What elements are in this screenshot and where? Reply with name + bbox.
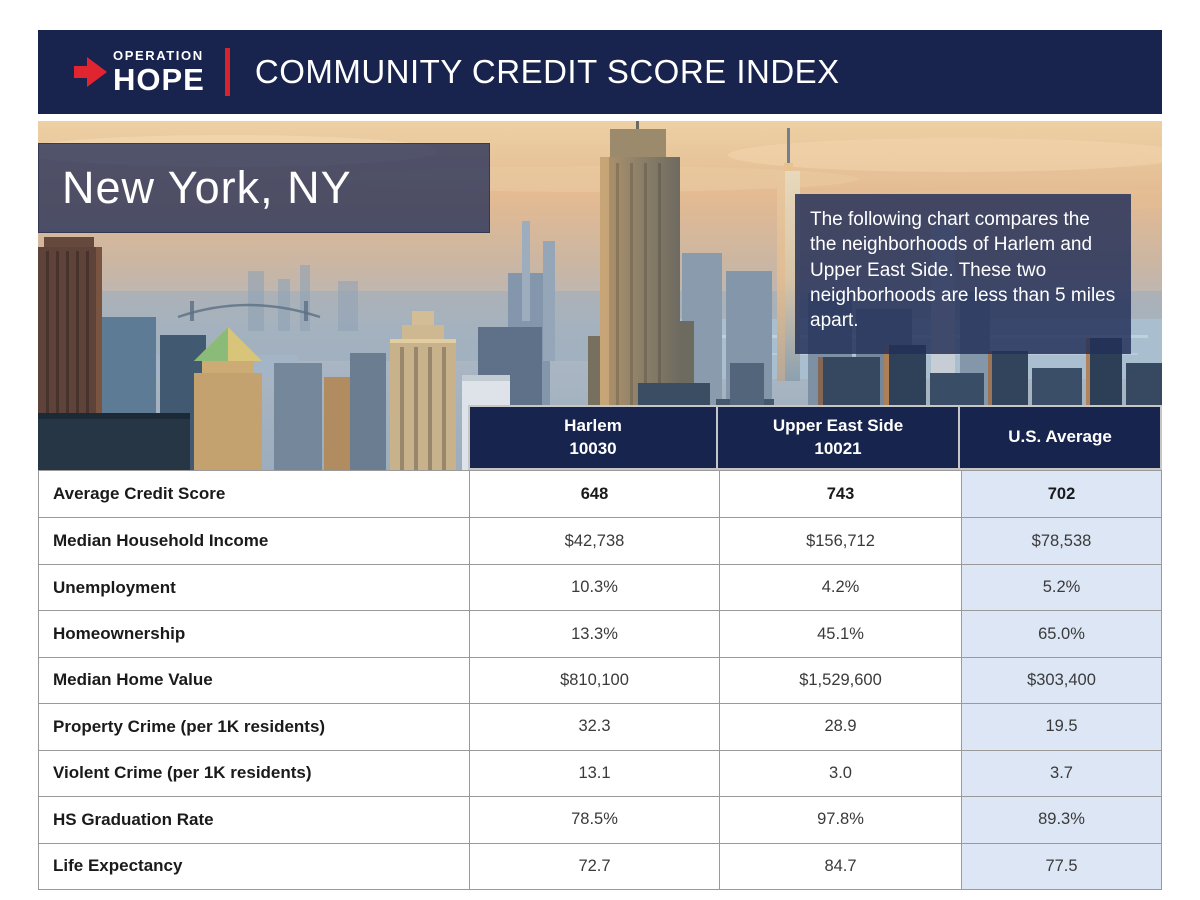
harlem-value: 32.3 [469, 703, 719, 749]
harlem-value: 10.3% [469, 564, 719, 610]
row-label: Life Expectancy [39, 843, 469, 889]
upper-east-side-value: 45.1% [719, 610, 961, 656]
us-average-value: 77.5 [961, 843, 1161, 889]
column-header-us-average: U.S. Average [960, 405, 1162, 470]
upper-east-side-value: 743 [719, 471, 961, 517]
operation-hope-logo [74, 49, 205, 95]
column-header-upper-east-side: Upper East Side 10021 [718, 405, 960, 470]
table-column-headers [468, 405, 1162, 470]
us-average-value: 19.5 [961, 703, 1161, 749]
upper-east-side-value: 4.2% [719, 564, 961, 610]
upper-east-side-value: 97.8% [719, 796, 961, 842]
harlem-value: 13.1 [469, 750, 719, 796]
column-header-harlem: Harlem 10030 [468, 405, 718, 470]
upper-east-side-value: $1,529,600 [719, 657, 961, 703]
city-title-overlay [38, 143, 490, 233]
row-label: Unemployment [39, 564, 469, 610]
harlem-value: 648 [469, 471, 719, 517]
harlem-value: 78.5% [469, 796, 719, 842]
city-title: New York, NY [62, 162, 352, 213]
upper-east-side-value: 84.7 [719, 843, 961, 889]
harlem-value: $42,738 [469, 517, 719, 563]
us-average-value: $78,538 [961, 517, 1161, 563]
row-label: Average Credit Score [53, 484, 226, 504]
row-label: Homeownership [39, 610, 469, 656]
harlem-value: 13.3% [469, 610, 719, 656]
us-average-value: $303,400 [961, 657, 1161, 703]
upper-east-side-value: 3.0 [719, 750, 961, 796]
harlem-value: 72.7 [469, 843, 719, 889]
red-divider [225, 48, 230, 96]
logo-hope-label: HOPE [113, 62, 205, 97]
hero-photo [38, 121, 1162, 470]
us-average-value: 702 [961, 471, 1161, 517]
red-arrow-icon [74, 55, 108, 89]
us-average-value: 65.0% [961, 610, 1161, 656]
header-bar [38, 30, 1162, 114]
upper-east-side-value: 28.9 [719, 703, 961, 749]
logo-operation-label: OPERATION [113, 48, 204, 63]
upper-east-side-value: $156,712 [719, 517, 961, 563]
row-label: Median Home Value [39, 657, 469, 703]
row-label: HS Graduation Rate [39, 796, 469, 842]
logo-text [113, 49, 205, 95]
us-average-value: 89.3% [961, 796, 1161, 842]
page-title: COMMUNITY CREDIT SCORE INDEX [254, 53, 840, 90]
row-label: Median Household Income [39, 517, 469, 563]
us-average-value: 5.2% [961, 564, 1161, 610]
us-average-value: 3.7 [961, 750, 1161, 796]
harlem-value: $810,100 [469, 657, 719, 703]
row-label: Violent Crime (per 1K residents) [39, 750, 469, 796]
row-label: Property Crime (per 1K residents) [39, 703, 469, 749]
description-overlay [795, 194, 1131, 354]
description-text: The following chart compares the the neighborhoods of Harlem and Upper East Side. These two neighborhoods are less than 5 miles apart. [810, 209, 1116, 332]
comparison-table [38, 470, 1162, 890]
